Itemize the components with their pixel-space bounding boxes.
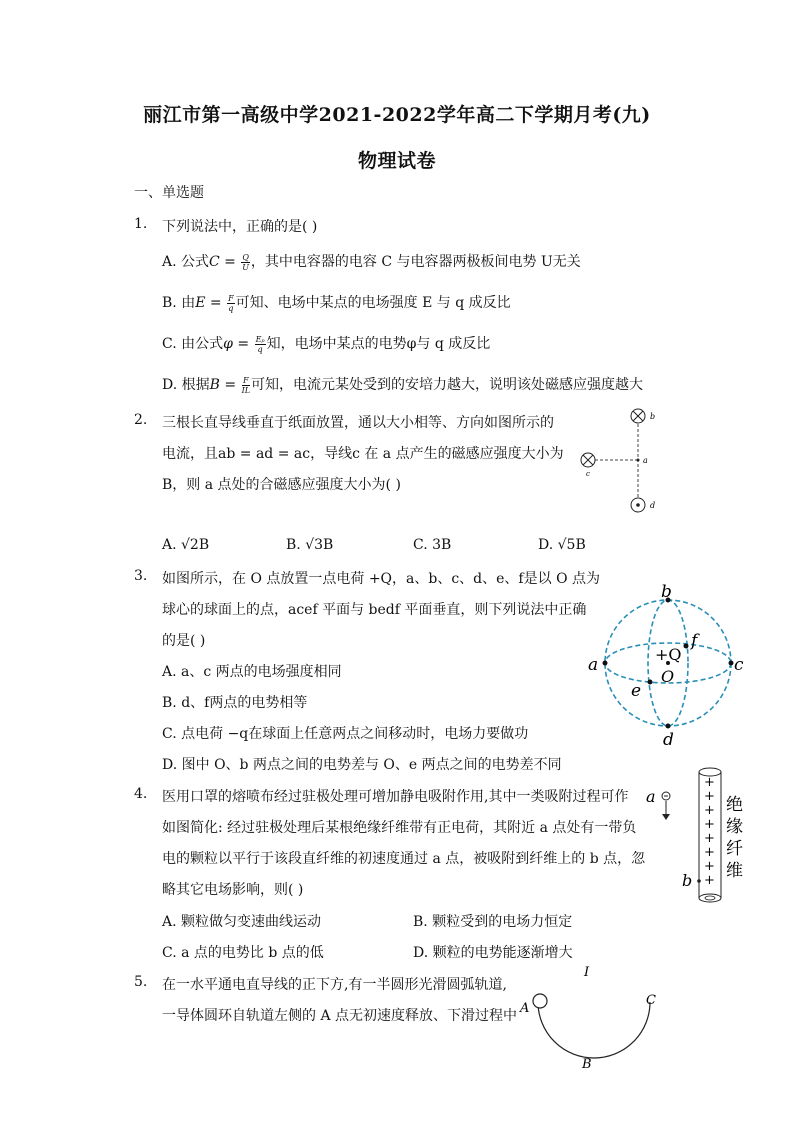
q1-c-formula: φ = [223, 336, 254, 352]
q1-a-denominator: U [242, 262, 250, 272]
svg-text:+: + [704, 789, 715, 804]
point-d [666, 724, 671, 729]
point-c [729, 661, 734, 666]
fiber-label-4: 维 [726, 861, 743, 881]
page-title: 丽江市第一高级中学2021-2022学年高二下学期月考(九) [143, 104, 651, 126]
q5-line-1: 在一水平通电直导线的正下方,有一半圆形光滑圆弧轨道, [162, 977, 507, 993]
q4-line-4: 略其它电场影响，则( ) [162, 882, 304, 898]
fiber-label-1: 绝 [726, 795, 743, 815]
label-a: a [646, 787, 656, 806]
q1-c-suffix: 知，电场中某点的电势φ与 q 成反比 [266, 336, 491, 352]
label-e: e [631, 681, 642, 701]
q1-d-fraction [242, 376, 250, 395]
point-b [697, 879, 701, 883]
q2-line-2: 电流，且ab = ad = ac，导线c 在 a 点产生的磁感应强度大小为 [162, 446, 564, 462]
q1-a-suffix: ，其中电容器的电容 C 与电容器两极板间电势 U无关 [250, 254, 581, 270]
q1-d-denominator: IL [241, 385, 251, 395]
point-a [603, 661, 608, 666]
q1-b-numerator: F [228, 293, 234, 303]
q4-option-a: A. 颗粒做匀变速曲线运动 [162, 914, 322, 930]
label-d: d [663, 730, 674, 750]
q2-line-3: B，则 a 点处的合磁感应强度大小为( ) [162, 477, 401, 493]
q1-option-a [162, 251, 581, 272]
q1-b-denominator: q [228, 303, 234, 313]
svg-text:+: + [704, 775, 715, 790]
label-a: a [588, 655, 599, 675]
q5-number: 5. [134, 974, 148, 990]
point-f [684, 644, 689, 649]
q4-option-b: B. 颗粒受到的电场力恒定 [413, 914, 573, 930]
q2-option-c: C. 3B [413, 537, 452, 553]
q1-b-prefix: B. 由 [162, 295, 196, 311]
q1-c-fraction [255, 335, 266, 354]
q1-c-denominator: q [257, 344, 263, 354]
label-charge: +Q [655, 645, 682, 664]
q1-option-d [162, 374, 643, 395]
q4-option-d: D. 颗粒的电势能逐渐增大 [413, 945, 573, 961]
q1-a-prefix: A. 公式 [162, 254, 210, 270]
q3-option-a: A. a、c 两点的电场强度相同 [162, 664, 342, 680]
q5-line-2: 一导体圆环自轨道左侧的 A 点无初速度释放、下滑过程中 [162, 1008, 518, 1024]
q1-b-suffix: 可知、电场中某点的电场强度 E 与 q 成反比 [235, 295, 511, 311]
q1-d-formula: B = [209, 377, 241, 393]
q3-number: 3. [134, 568, 148, 584]
label-current: I [584, 965, 590, 980]
q3-option-b: B. d、f两点的电势相等 [162, 695, 308, 711]
fiber-label-3: 纤 [726, 839, 743, 859]
q3-line-3: 的是( ) [162, 633, 206, 649]
q1-d-numerator: F [243, 375, 249, 385]
label-f: f [691, 631, 698, 651]
svg-text:+: + [704, 859, 715, 874]
q2-option-b: B. √3B [286, 537, 334, 553]
wire-c-into-page [581, 453, 595, 467]
section-heading: 一、单选题 [134, 185, 204, 201]
q4-fiber-diagram [640, 764, 760, 914]
q4-line-2: 如图简化: 经过驻极处理后某根绝缘纤维带有正电荷，其附近 a 点处有一带负 [162, 820, 637, 836]
q1-number: 1. [134, 216, 148, 232]
q1-c-numerator: Eₚ [255, 334, 265, 344]
q5-track-diagram [512, 960, 672, 1075]
conductor-ring [533, 994, 547, 1008]
label-a: a [643, 456, 648, 465]
label-B: B [582, 1057, 592, 1072]
q4-number: 4. [134, 786, 148, 802]
q3-line-1: 如图所示，在 O 点放置一点电荷 +Q，a、b、c、d、e、f是以 O 点为 [162, 571, 600, 587]
q4-line-3: 电的颗粒以平行于该段直纤维的初速度通过 a 点，被吸附到纤维上的 b 点，忽 [162, 851, 646, 867]
q1-b-fraction [227, 294, 235, 313]
svg-text:+: + [704, 831, 715, 846]
q1-option-b [162, 292, 511, 313]
q3-option-c: C. 点电荷 −q在球面上任意两点之间移动时，电场力要做功 [162, 726, 529, 742]
q1-option-c [162, 333, 490, 354]
label-d: d [650, 501, 656, 510]
label-A: A [520, 1001, 530, 1016]
q2-number: 2. [134, 412, 148, 428]
q1-a-formula: C = [209, 254, 241, 270]
q1-d-prefix: D. 根据 [162, 377, 210, 393]
q1-stem: 下列说法中，正确的是( ) [162, 219, 318, 235]
label-b: b [661, 582, 672, 602]
label-c: c [734, 655, 744, 675]
wire-b-into-page [631, 409, 645, 423]
semicircle-track [538, 1002, 650, 1058]
q3-option-d: D. 图中 O、b 两点之间的电势差与 O、e 两点之间的电势差不同 [162, 757, 562, 773]
svg-text:+: + [704, 845, 715, 860]
label-C: C [646, 993, 656, 1008]
q3-sphere-diagram [583, 580, 753, 750]
q3-line-2: 球心的球面上的点，acef 平面与 bedf 平面垂直，则下列说法中正确 [162, 602, 587, 618]
q4-line-1: 医用口罩的熔喷布经过驻极处理可增加静电吸附作用,其中一类吸附过程可作 [162, 789, 629, 805]
wire-d-out-of-page [631, 498, 645, 512]
q1-d-suffix: 可知，电流元某处受到的安培力越大，说明该处磁感应强度越大 [251, 377, 644, 393]
label-o: O [661, 667, 675, 686]
q4-option-c: C. a 点的电势比 b 点的低 [162, 945, 324, 961]
q1-a-fraction [241, 253, 250, 272]
q2-wire-diagram [570, 402, 670, 522]
q2-option-a: A. √2B [162, 537, 210, 553]
point-e [648, 680, 653, 685]
fiber-label-2: 缘 [726, 817, 743, 837]
q2-line-1: 三根长直导线垂直于纸面放置，通以大小相等、方向如图所示的 [162, 415, 554, 431]
point-a [637, 459, 640, 462]
q1-a-numerator: Q [242, 252, 249, 262]
label-c: c [586, 470, 590, 478]
svg-text:+: + [704, 873, 715, 888]
svg-text:+: + [704, 803, 715, 818]
charged-fiber [699, 768, 721, 902]
q2-option-d: D. √5B [538, 537, 586, 553]
page-subtitle: 物理试卷 [357, 150, 436, 172]
label-b: b [682, 871, 693, 890]
q1-c-prefix: C. 由公式 [162, 336, 224, 352]
label-b: b [650, 412, 656, 421]
svg-text:+: + [704, 817, 715, 832]
q1-b-formula: E = [195, 295, 227, 311]
